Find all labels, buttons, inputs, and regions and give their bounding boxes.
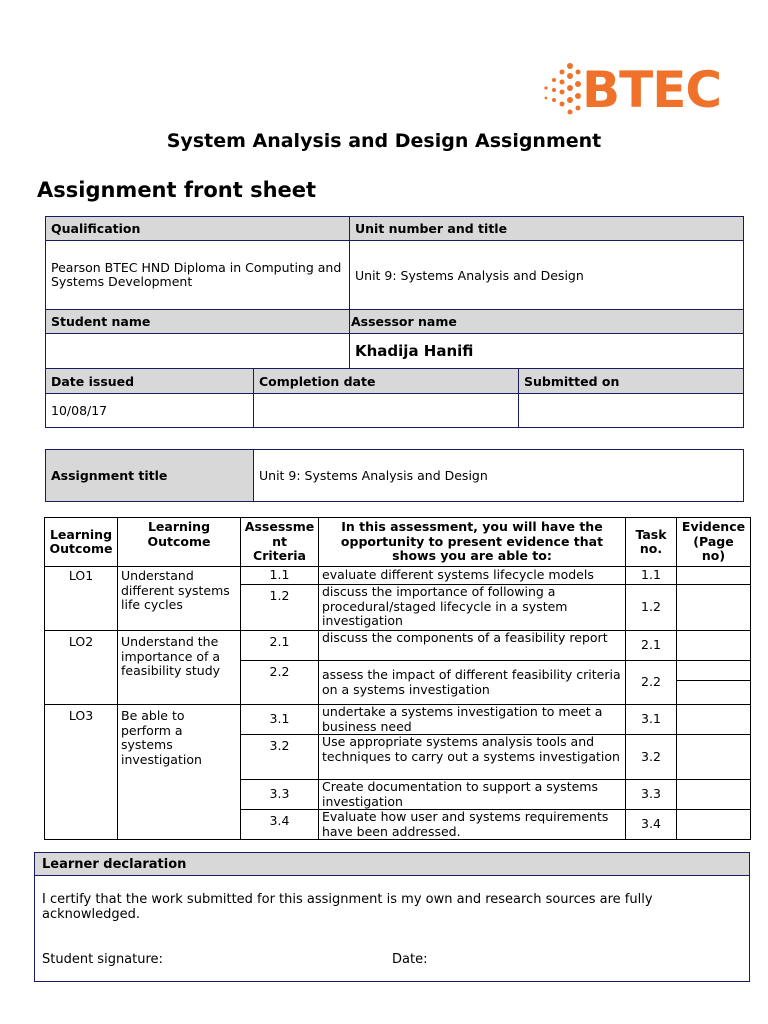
unit-label: Unit number and title <box>350 217 744 241</box>
criteria-cell: 3.3 <box>241 780 319 810</box>
document-title: System Analysis and Design Assignment <box>166 130 602 152</box>
qualification-value: Pearson BTEC HND Diploma in Computing and Systems Development <box>46 241 350 310</box>
page-cell[interactable] <box>677 735 751 780</box>
page-cell[interactable] <box>677 631 751 661</box>
table-row <box>45 631 751 661</box>
completion-date-label: Completion date <box>254 369 519 394</box>
desc-cell: Create documentation to support a systems investigation <box>319 780 626 810</box>
desc-cell: evaluate different systems lifecycle models <box>319 567 626 585</box>
submitted-on-value[interactable] <box>519 394 744 428</box>
date-issued-label: Date issued <box>46 369 254 394</box>
assessor-name-value[interactable]: Khadija Hanifi <box>350 334 744 369</box>
completion-date-value[interactable] <box>254 394 519 428</box>
page-cell[interactable] <box>677 661 751 705</box>
task-cell: 1.2 <box>626 585 677 631</box>
logo-dots-icon <box>540 58 584 118</box>
assessor-name-label: Assessor name <box>350 310 744 334</box>
outcome-cell: Be able to perform a systems investigation <box>118 705 241 840</box>
lo-cell: LO2 <box>45 631 118 705</box>
criteria-cell: 2.1 <box>241 631 319 661</box>
criteria-cell: 1.2 <box>241 585 319 631</box>
declaration-date-label[interactable]: Date: <box>392 952 428 967</box>
header-criteria: Assessme nt Criteria <box>241 518 319 567</box>
assignment-title-table <box>45 449 744 502</box>
outcome-cell: Understand different systems life cycles <box>118 567 241 631</box>
task-cell: 3.2 <box>626 735 677 780</box>
page-cell[interactable] <box>677 810 751 840</box>
criteria-cell: 3.1 <box>241 705 319 735</box>
btec-logo <box>540 58 735 118</box>
page-cell[interactable] <box>677 585 751 631</box>
header-task: Task no. <box>626 518 677 567</box>
declaration-heading: Learner declaration <box>35 853 749 876</box>
criteria-cell: 1.1 <box>241 567 319 585</box>
task-cell: 3.4 <box>626 810 677 840</box>
sheet-title: Assignment front sheet <box>37 178 317 202</box>
learner-declaration <box>34 852 750 982</box>
assignment-title-label: Assignment title <box>46 450 254 502</box>
task-cell: 1.1 <box>626 567 677 585</box>
info-table-dates <box>45 368 744 428</box>
criteria-cell: 2.2 <box>241 661 319 705</box>
table-row <box>45 705 751 735</box>
criteria-cell: 3.4 <box>241 810 319 840</box>
desc-cell: assess the impact of different feasibility criteria on a systems investigation <box>319 661 626 705</box>
info-table-qualification <box>45 216 744 369</box>
task-cell: 3.3 <box>626 780 677 810</box>
task-cell: 2.2 <box>626 661 677 705</box>
desc-cell: discuss the components of a feasibility report <box>319 631 626 661</box>
header-evidence-desc: In this assessment, you will have the opportunity to present evidence that shows you are able to: <box>319 518 626 567</box>
desc-cell: discuss the importance of following a procedural/staged lifecycle in a system investigation <box>319 585 626 631</box>
lo-cell: LO1 <box>45 567 118 631</box>
desc-cell: Evaluate how user and systems requirements have been addressed. <box>319 810 626 840</box>
student-name-value[interactable] <box>46 334 350 369</box>
submitted-on-label: Submitted on <box>519 369 744 394</box>
unit-value: Unit 9: Systems Analysis and Design <box>350 241 744 310</box>
student-name-label: Student name <box>46 310 350 334</box>
lo-cell: LO3 <box>45 705 118 840</box>
header-page: Evidence (Page no) <box>677 518 751 567</box>
qualification-label: Qualification <box>46 217 350 241</box>
page-cell[interactable] <box>677 705 751 735</box>
desc-cell: Use appropriate systems analysis tools and techniques to carry out a systems investigation <box>319 735 626 780</box>
assignment-title-value: Unit 9: Systems Analysis and Design <box>254 450 744 502</box>
header-outcome: Learning Outcome <box>118 518 241 567</box>
date-issued-value[interactable]: 10/08/17 <box>46 394 254 428</box>
task-cell: 3.1 <box>626 705 677 735</box>
outcome-cell: Understand the importance of a feasibility study <box>118 631 241 705</box>
desc-cell: undertake a systems investigation to meet a business need <box>319 705 626 735</box>
table-row <box>45 567 751 585</box>
task-cell: 2.1 <box>626 631 677 661</box>
page-cell[interactable] <box>677 780 751 810</box>
logo-wordmark: BTEC <box>582 61 722 119</box>
student-signature-label[interactable]: Student signature: <box>42 952 163 967</box>
criteria-cell: 3.2 <box>241 735 319 780</box>
learning-outcomes-table <box>44 517 751 840</box>
header-lo: Learning Outcome <box>45 518 118 567</box>
table-header-row <box>45 518 751 567</box>
declaration-text: I certify that the work submitted for this assignment is my own and research sources are fully acknowledged. <box>42 892 653 922</box>
page-cell[interactable] <box>677 567 751 585</box>
